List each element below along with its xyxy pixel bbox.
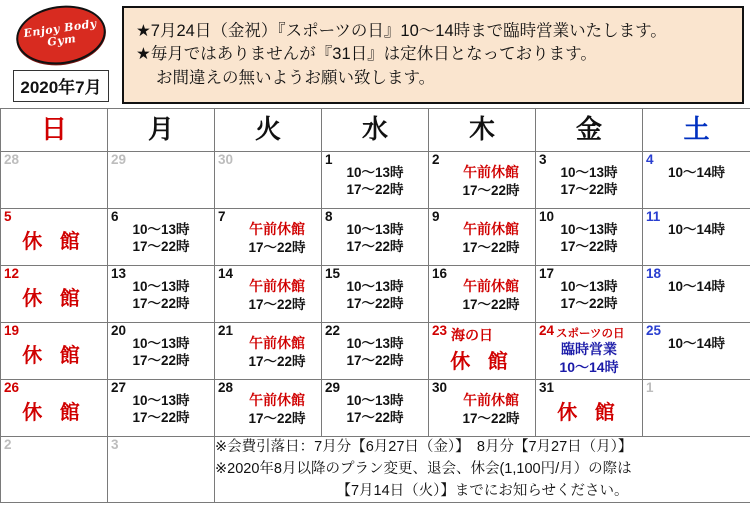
day-number: 18 [646, 266, 662, 281]
day-number: 25 [646, 323, 662, 338]
day-number: 1 [646, 380, 654, 395]
calendar-day-cell[interactable] [1, 209, 108, 266]
day-number: 5 [4, 209, 12, 224]
calendar-table [0, 108, 750, 503]
hours-block [643, 152, 750, 181]
day-number: 3 [111, 437, 119, 452]
day-number: 17 [539, 266, 555, 281]
closed-label: 休 館 [22, 402, 86, 424]
hours-line: 10〜13時 [132, 222, 190, 237]
calendar-day-cell[interactable] [643, 380, 750, 437]
calendar-day-cell[interactable] [322, 323, 429, 380]
calendar-day-cell[interactable] [429, 323, 536, 380]
calendar-day-cell[interactable] [1, 152, 108, 209]
hours-line: 17〜22時 [462, 182, 520, 198]
closed-label: 休 館 [22, 231, 86, 253]
day-number: 2 [4, 437, 12, 452]
calendar-day-cell[interactable] [429, 209, 536, 266]
calendar-week-row [1, 380, 750, 437]
fee-notice-line: ※会費引落日：7月分【6月27日（金）】 8月分【7月27日（月）】 [215, 439, 633, 455]
day-number: 15 [325, 266, 341, 281]
day-number: 31 [539, 380, 555, 395]
hours-line: 17〜22時 [248, 296, 306, 312]
calendar-day-cell[interactable] [536, 323, 643, 380]
hours-block [108, 209, 214, 256]
day-number: 8 [325, 209, 333, 224]
hours-line: 17〜22時 [248, 239, 306, 255]
fee-notice-block [215, 437, 750, 503]
day-number: 29 [111, 152, 127, 167]
holiday-label: スポーツの日 [556, 328, 625, 340]
calendar-day-cell[interactable] [108, 437, 215, 503]
hours-line: 10〜13時 [346, 336, 404, 351]
hours-line: 10〜14時 [667, 336, 726, 351]
notice-line-3: お間違えの無いようお願い致します。 [156, 68, 436, 87]
logo-text: Enjoy Body Gym [22, 17, 98, 49]
day-number: 30 [432, 380, 448, 395]
day-number: 14 [218, 266, 234, 281]
calendar-day-cell[interactable] [322, 209, 429, 266]
fee-notice-line: ※2020年8月以降のプラン変更、退会、休会(1,100円/月）の際は [215, 460, 632, 477]
month-title: 2020年7月 [13, 70, 108, 102]
hours-block [322, 152, 428, 199]
calendar-day-cell[interactable] [643, 152, 750, 209]
hours-block [429, 152, 535, 199]
calendar-day-cell[interactable] [536, 266, 643, 323]
hours-line: 10〜14時 [667, 279, 726, 294]
day-number: 16 [432, 266, 448, 281]
day-number: 26 [4, 380, 20, 395]
weekday-header-mon: 月 [108, 109, 215, 152]
hours-line: 17〜22時 [346, 353, 404, 369]
holiday-label: 海の日 [451, 327, 493, 343]
hours-line: 10〜13時 [560, 165, 618, 180]
fee-notice-line: 【7月14日（火）】までにお知らせください。 [336, 482, 629, 499]
hours-line: 10〜13時 [560, 222, 618, 237]
hours-line: 17〜22時 [462, 296, 520, 312]
calendar-day-cell[interactable] [322, 380, 429, 437]
day-number: 20 [111, 323, 127, 338]
day-number: 1 [325, 152, 333, 167]
hours-line: 17〜22時 [560, 296, 618, 312]
hours-line: 10〜13時 [132, 336, 190, 351]
calendar-body [1, 152, 750, 503]
calendar-day-cell[interactable] [108, 209, 215, 266]
closed-label: 休 館 [450, 351, 514, 373]
hours-line: 17〜22時 [346, 182, 404, 198]
day-number: 3 [539, 152, 547, 167]
am-closed-label: 午前休館 [249, 221, 305, 237]
day-number: 29 [325, 380, 341, 395]
hours-line: 10〜13時 [346, 165, 404, 180]
weekday-header-tue: 火 [215, 109, 322, 152]
calendar-day-cell[interactable] [215, 152, 322, 209]
am-closed-label: 午前休館 [463, 164, 519, 180]
hours-block [429, 209, 535, 256]
day-number: 22 [325, 323, 341, 338]
calendar-day-cell[interactable] [215, 380, 322, 437]
calendar-day-cell[interactable] [108, 266, 215, 323]
hours-line: 17〜22時 [248, 353, 306, 369]
closed-label: 休 館 [557, 402, 621, 424]
gym-logo-icon [12, 0, 109, 70]
hours-line: 10〜13時 [132, 279, 190, 294]
hours-line: 17〜22時 [132, 239, 190, 255]
day-number: 21 [218, 323, 234, 338]
hours-line: 17〜22時 [462, 410, 520, 426]
hours-line: 17〜22時 [462, 239, 520, 255]
day-number: 23 [432, 323, 448, 338]
am-closed-label: 午前休館 [463, 392, 519, 408]
calendar-day-cell[interactable] [1, 323, 108, 380]
hours-line: 17〜22時 [248, 410, 306, 426]
calendar-day-cell[interactable] [536, 209, 643, 266]
weekday-header-sat: 土 [643, 109, 750, 152]
hours-line: 17〜22時 [132, 410, 190, 426]
am-closed-label: 午前休館 [249, 335, 305, 351]
hours-line: 10〜14時 [667, 165, 726, 180]
calendar-day-cell[interactable] [215, 209, 322, 266]
weekday-header-sun: 日 [1, 109, 108, 152]
calendar-week-row [1, 209, 750, 266]
calendar-day-cell[interactable] [108, 380, 215, 437]
day-number: 12 [4, 266, 20, 281]
hours-line: 10〜14時 [667, 222, 726, 237]
header [0, 0, 750, 108]
hours-line: 10〜13時 [560, 279, 618, 294]
calendar-day-cell[interactable] [429, 380, 536, 437]
calendar-week-row [1, 323, 750, 380]
calendar-day-cell[interactable] [643, 266, 750, 323]
closed-label: 休 館 [22, 288, 86, 310]
am-closed-label: 午前休館 [249, 278, 305, 294]
calendar-footer-row [1, 437, 750, 503]
calendar-day-cell[interactable] [215, 323, 322, 380]
calendar-day-cell[interactable] [322, 152, 429, 209]
calendar-day-cell[interactable] [215, 266, 322, 323]
calendar-day-cell[interactable] [429, 266, 536, 323]
calendar-day-cell[interactable] [1, 380, 108, 437]
hours-line: 17〜22時 [560, 239, 618, 255]
day-number: 4 [646, 152, 654, 167]
calendar-day-cell[interactable] [536, 380, 643, 437]
day-number: 27 [111, 380, 127, 395]
am-closed-label: 午前休館 [463, 278, 519, 294]
calendar-day-cell[interactable] [1, 437, 108, 503]
calendar-day-cell[interactable] [429, 152, 536, 209]
am-closed-label: 午前休館 [463, 221, 519, 237]
day-number: 24 [539, 323, 555, 338]
hours-line: 17〜22時 [346, 410, 404, 426]
calendar-day-cell[interactable] [643, 323, 750, 380]
calendar-day-cell[interactable] [108, 323, 215, 380]
hours-line: 17〜22時 [346, 296, 404, 312]
hours-line: 10〜13時 [346, 279, 404, 294]
special-open-line: 10〜14時 [559, 358, 619, 375]
special-open-label [536, 341, 642, 376]
day-number: 10 [539, 209, 555, 224]
hours-line: 10〜13時 [346, 393, 404, 408]
weekday-header-fri: 金 [536, 109, 643, 152]
day-number: 2 [432, 152, 440, 167]
calendar-week-row [1, 152, 750, 209]
calendar-day-cell[interactable] [1, 266, 108, 323]
weekday-header-row [1, 109, 750, 152]
day-number: 28 [4, 152, 20, 167]
hours-line: 17〜22時 [346, 239, 404, 255]
day-number: 19 [4, 323, 20, 338]
hours-line: 17〜22時 [132, 353, 190, 369]
calendar-day-cell[interactable] [536, 152, 643, 209]
calendar-day-cell[interactable] [322, 266, 429, 323]
hours-block [322, 209, 428, 256]
day-number: 6 [111, 209, 119, 224]
logo-block [0, 0, 122, 108]
day-number: 11 [646, 209, 661, 224]
calendar-day-cell[interactable] [108, 152, 215, 209]
hours-line: 10〜13時 [346, 222, 404, 237]
special-open-line: 臨時営業 [561, 341, 617, 357]
hours-line: 17〜22時 [560, 182, 618, 198]
day-number: 13 [111, 266, 127, 281]
calendar-day-cell[interactable] [643, 209, 750, 266]
day-number: 9 [432, 209, 440, 224]
calendar-week-row [1, 266, 750, 323]
closed-label: 休 館 [22, 345, 86, 367]
notice-line-2: ★毎月ではありませんが『31日』は定休日となっております。 [136, 45, 597, 64]
notice-line-1: ★7月24日（金祝）『スポーツの日』10〜14時まで臨時営業いたします。 [136, 21, 667, 40]
hours-line: 10〜13時 [132, 393, 190, 408]
day-number: 7 [218, 209, 226, 224]
day-number: 28 [218, 380, 234, 395]
hours-block [536, 152, 642, 199]
weekday-header-wed: 水 [322, 109, 429, 152]
hours-line: 17〜22時 [132, 296, 190, 312]
day-number: 30 [218, 152, 234, 167]
weekday-header-thu: 木 [429, 109, 536, 152]
am-closed-label: 午前休館 [249, 392, 305, 408]
hours-block [215, 209, 321, 256]
notice-box [122, 6, 744, 104]
